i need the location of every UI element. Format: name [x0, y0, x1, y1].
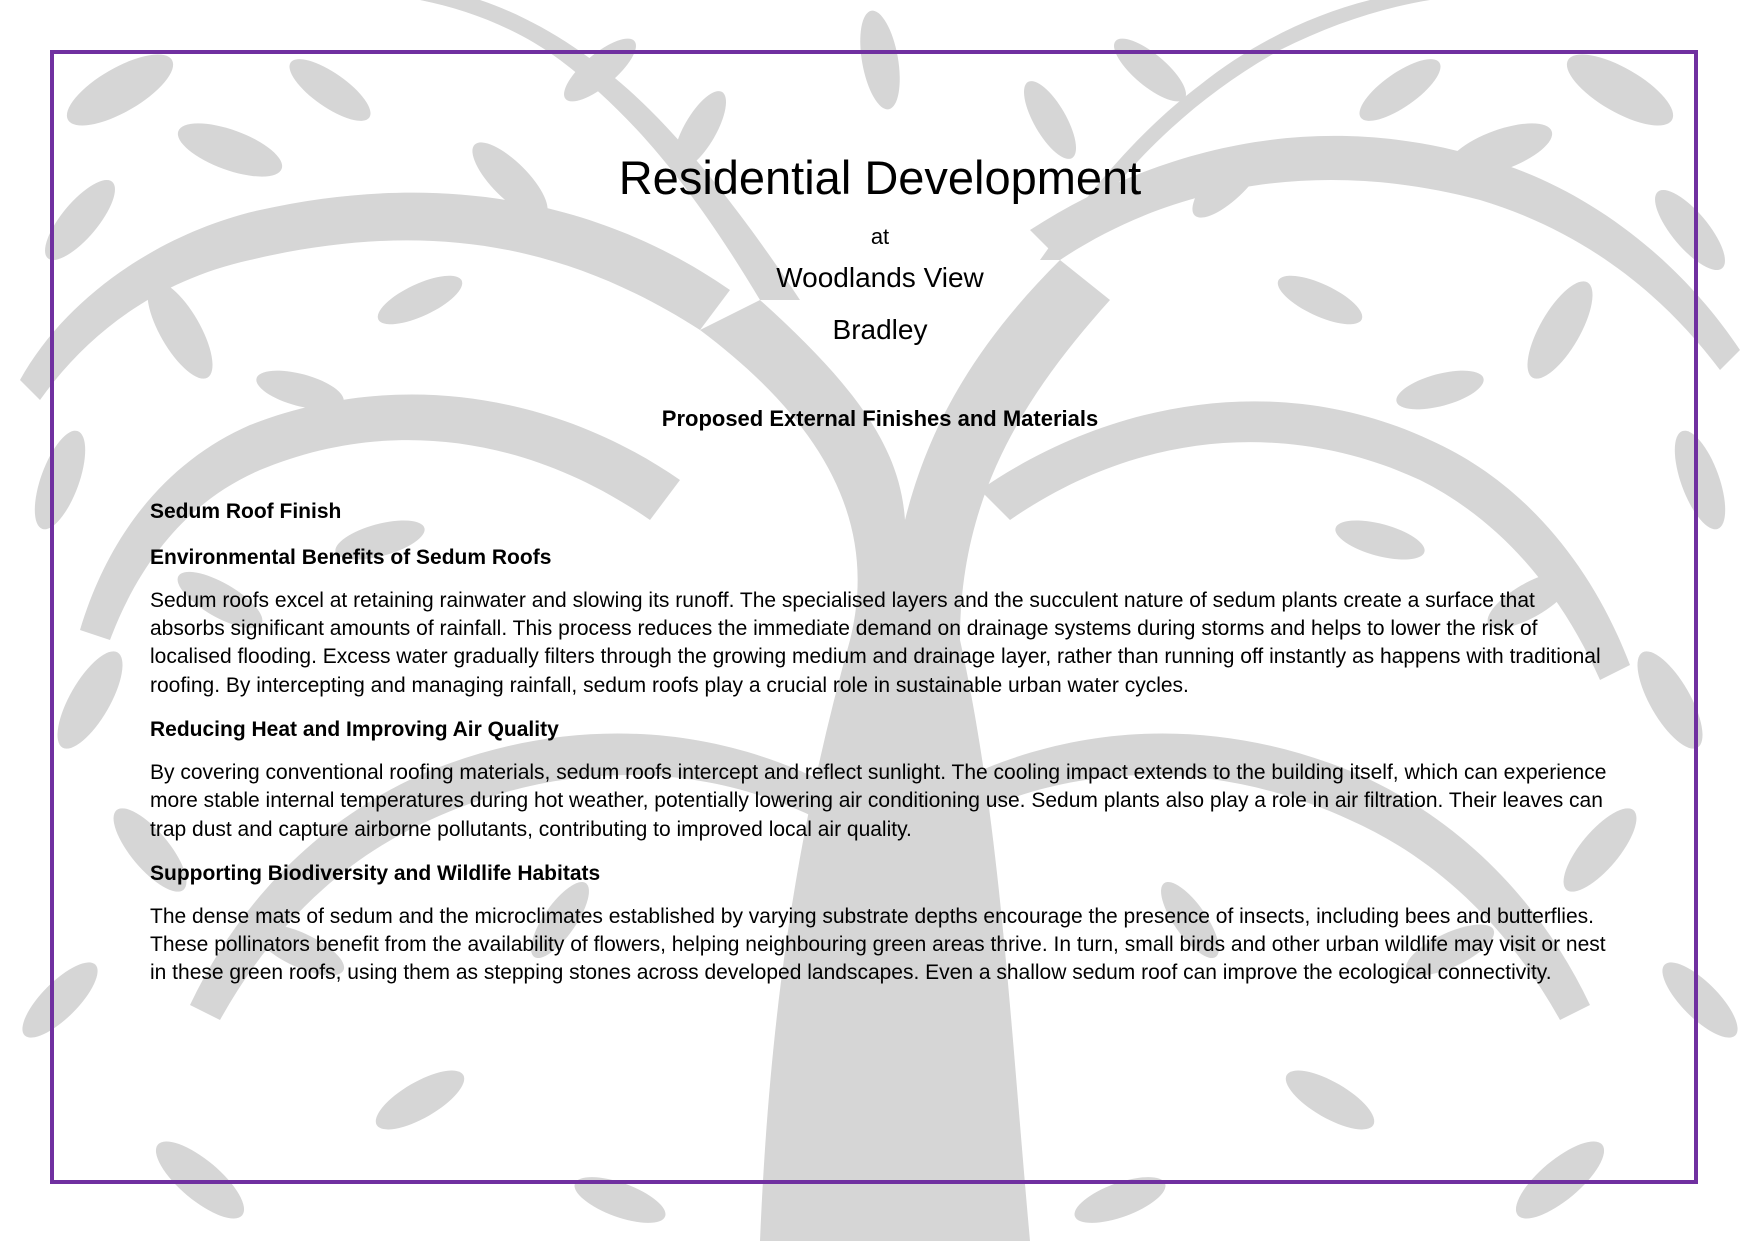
- section-1-body: Sedum roofs excel at retaining rainwater and slowing its runoff. The specialised layers and the succulent nature of sedum plants create a surface that absorbs significant amounts of rainfall. This process reduces the immediate demand on drainage systems during storms and helps to lower the risk of localised flooding. Excess water gradually filters through the growing medium and drainage layer, rather than running off instantly as happens with traditional roofing. By intercepting and managing rainfall, sedum roofs play a crucial role in sustainable urban water cycles.: [150, 588, 1601, 697]
- section-3-heading: Supporting Biodiversity and Wildlife Habitats: [150, 861, 601, 885]
- title-connector: at: [870, 224, 890, 250]
- site-name: Woodlands View: [776, 262, 984, 294]
- section-1-heading: Environmental Benefits of Sedum Roofs: [150, 545, 552, 569]
- section-2-heading: Reducing Heat and Improving Air Quality: [150, 717, 559, 741]
- section-2-body: By covering conventional roofing materials, sedum roofs intercept and reflect sunlight. The cooling impact extends to the building itself, which can experience more stable internal temperatures during hot weather, potentially lowering air conditioning use. Sedum plants also play a role in air filtration. Their leaves can trap dust and capture airborne pollutants, contributing to improved local air quality.: [150, 761, 1607, 841]
- document-title: Residential Development: [618, 151, 1142, 204]
- section-title: Proposed External Finishes and Materials: [661, 406, 1099, 432]
- document-body: [150, 140, 1610, 988]
- main-heading: Sedum Roof Finish: [150, 500, 342, 524]
- section-3-body: The dense mats of sedum and the microclimates established by varying substrate depths encourage the presence of insects, including bees and butterflies. These pollinators benefit from the availability of flowers, helping neighbouring green areas thrive. In turn, small birds and other urban wildlife may visit or nest in these green roofs, using them as stepping stones across developed landscapes. Even a shallow sedum roof can improve the ecological connectivity.: [150, 905, 1606, 985]
- site-locality: Bradley: [832, 314, 928, 346]
